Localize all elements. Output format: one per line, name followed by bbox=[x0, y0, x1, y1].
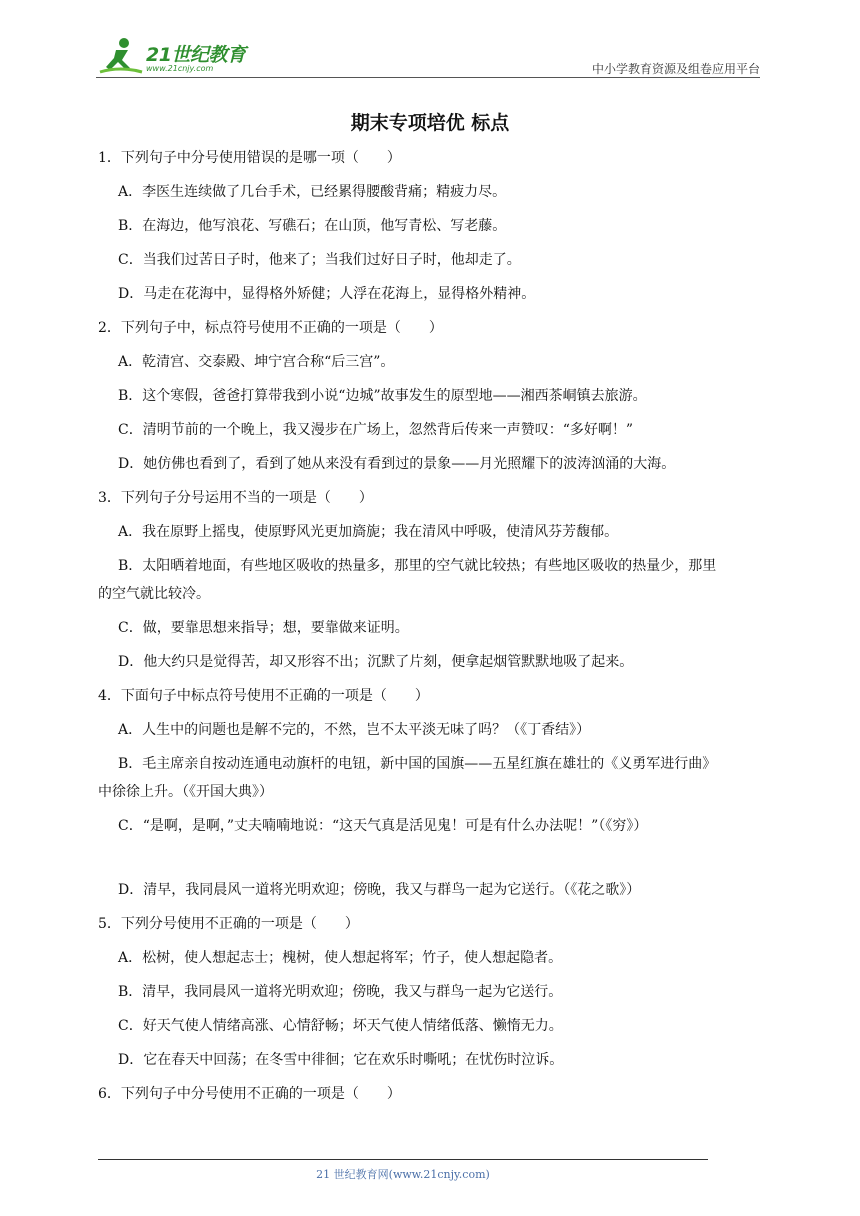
option: C．好天气使人情绪高涨、心情舒畅；坏天气使人情绪低落、懒惰无力。 bbox=[118, 1018, 563, 1034]
option: A．松树，使人想起志士；槐树，使人想起将军；竹子，使人想起隐者。 bbox=[118, 950, 563, 966]
question-stem: 4．下面句子中标点符号使用不正确的一项是（ ） bbox=[98, 688, 429, 704]
option: D．马走在花海中，显得格外矫健；人浮在花海上，显得格外精神。 bbox=[118, 286, 536, 302]
option-continuation bbox=[98, 584, 764, 604]
question-stem: 1．下列句子中分号使用错误的是哪一项（ ） bbox=[98, 150, 401, 166]
option-continuation-text: 的空气就比较冷。 bbox=[98, 586, 210, 602]
logo-url: www.21cnjy.com bbox=[146, 64, 214, 73]
option: A．我在原野上摇曳，使原野风光更加旖旎；我在清风中呼吸，使清风芬芳馥郁。 bbox=[118, 524, 619, 540]
platform-name: 中小学教育资源及组卷应用平台 bbox=[591, 62, 760, 76]
option-continuation bbox=[98, 782, 764, 802]
page-footer: 21 世纪教育网(www.21cnjy.com) bbox=[316, 1168, 490, 1181]
option: B．在海边，他写浪花、写礁石；在山顶，他写青松、写老藤。 bbox=[118, 218, 507, 234]
question-stem: 5．下列分号使用不正确的一项是（ ） bbox=[98, 916, 359, 932]
question-stem: 6．下列句子中分号使用不正确的一项是（ ） bbox=[98, 1086, 401, 1102]
option: D．她仿佛也看到了，看到了她从来没有看到过的景象——月光照耀下的波涛汹涌的大海。 bbox=[118, 456, 676, 472]
question-stem: 3．下列句子分号运用不当的一项是（ ） bbox=[98, 490, 373, 506]
header-divider bbox=[96, 77, 760, 78]
option-continuation-text: 中徐徐上升。（《开国大典》） bbox=[98, 784, 273, 800]
page-title: 期末专项培优 标点 bbox=[350, 112, 510, 134]
option: A．李医生连续做了几台手术，已经累得腰酸背痛；精疲力尽。 bbox=[118, 184, 507, 200]
option: B．清早，我同晨风一道将光明欢迎；傍晚，我又与群鸟一起为它送行。 bbox=[118, 984, 563, 1000]
option: C．“是啊，是啊，”丈夫喃喃地说：“这天气真是活见鬼！可是有什么办法呢！”（《穷》） bbox=[118, 818, 648, 834]
site-logo bbox=[96, 36, 256, 78]
question-stem: 2．下列句子中，标点符号使用不正确的一项是（ ） bbox=[98, 320, 443, 336]
option: D．他大约只是觉得苦，却又形容不出；沉默了片刻，便拿起烟管默默地吸了起来。 bbox=[118, 654, 634, 670]
question-list bbox=[98, 148, 764, 1118]
option: C．做，要靠思想来指导；想，要靠做来证明。 bbox=[118, 620, 409, 636]
option: B．太阳晒着地面，有些地区吸收的热量多，那里的空气就比较热；有些地区吸收的热量少，那里 bbox=[118, 558, 717, 574]
option: D．清早，我同晨风一道将光明欢迎；傍晚，我又与群鸟一起为它送行。（《花之歌》） bbox=[118, 882, 641, 898]
page-header bbox=[96, 36, 760, 78]
blank-gap bbox=[98, 850, 764, 880]
option: C．清明节前的一个晚上，我又漫步在广场上，忽然背后传来一声赞叹：“多好啊！” bbox=[118, 422, 634, 438]
option: B．这个寒假，爸爸打算带我到小说“边城”故事发生的原型地——湘西茶峒镇去旅游。 bbox=[118, 388, 647, 404]
logo-title: 21世纪教育 bbox=[146, 44, 246, 66]
option: A．乾清宫、交泰殿、坤宁宫合称“后三宫”。 bbox=[118, 354, 395, 370]
footer-divider bbox=[98, 1159, 708, 1160]
option: C．当我们过苦日子时，他来了；当我们过好日子时，他却走了。 bbox=[118, 252, 521, 268]
runner-logo-icon bbox=[96, 36, 144, 76]
option: B．毛主席亲自按动连通电动旗杆的电钮，新中国的国旗——五星红旗在雄壮的《义勇军进行曲》 bbox=[118, 756, 717, 772]
option: D．它在春天中回荡；在冬雪中徘徊；它在欢乐时嘶吼；在忧伤时泣诉。 bbox=[118, 1052, 564, 1068]
option: A．人生中的问题也是解不完的，不然，岂不太平淡无味了吗？（《丁香结》） bbox=[118, 722, 591, 738]
